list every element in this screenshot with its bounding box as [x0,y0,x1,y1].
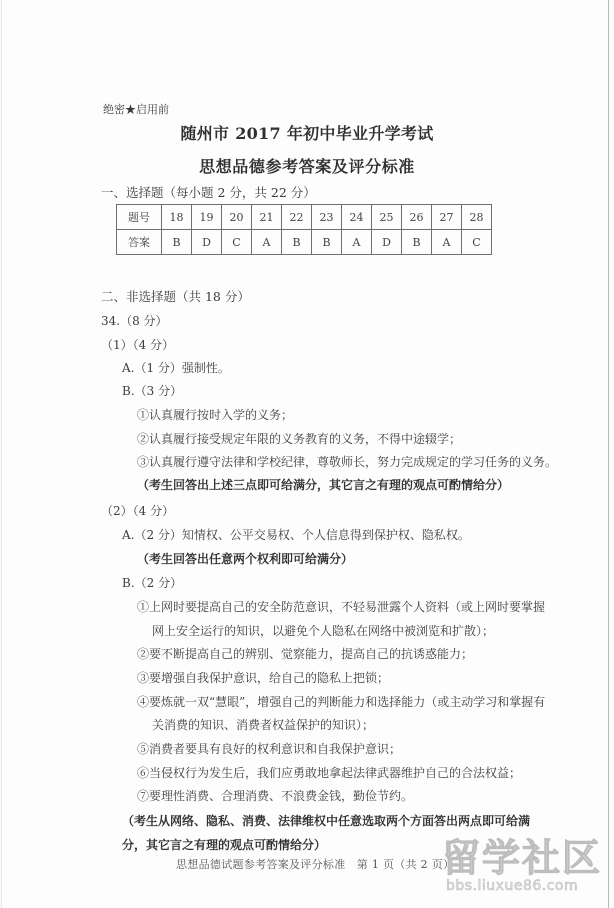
part2-a-scoring-note: （考生回答出任意两个权利即可给满分） [137,552,354,566]
answer-table [116,204,492,255]
answer-cell: B [402,230,432,255]
question-34-label: 34.（8 分） [101,314,168,328]
answer-cell: B [162,230,192,255]
question-number: 22 [282,205,312,230]
answer-cell: C [462,230,492,255]
answer-row [117,230,492,255]
exam-subtitle: 思想品德参考答案及评分标准 [199,157,415,176]
part2-b-item: ①上网时要提高自己的安全防范意识，不轻易泄露个人资料（或上网时要掌握 [137,600,546,614]
question-number: 26 [402,205,432,230]
part2-b-item: ②要不断提高自己的辨别、觉察能力，提高自己的抗诱惑能力； [137,647,474,661]
part2-b-item: ⑦要理性消费、合理消费、不浪费金钱，勤俭节约。 [137,789,414,803]
question-number: 19 [192,205,222,230]
part2-label: （2）（4 分） [101,504,175,518]
row-label-number: 题号 [117,205,162,230]
question-number: 25 [372,205,402,230]
answer-cell: A [252,230,282,255]
section2-heading: 二、非选择题（共 18 分） [101,289,250,304]
part2-b-label: B.（2 分） [122,576,183,590]
part2-b-item-cont: 网上安全运行的知识，以避免个人隐私在网络中被浏览和扩散）； [152,624,495,638]
part1-b-item: ③认真履行遵守法律和学校纪律，尊敬师长，努力完成规定的学习任务的义务。 [137,455,558,469]
question-number: 24 [342,205,372,230]
watermark-main-text: 留学社区 [442,836,603,880]
answer-cell: C [222,230,252,255]
watermark-url: bbs.liuxue86.com [446,878,579,894]
exam-title: 随州市 2017 年初中毕业升学考试 [180,124,434,143]
question-number: 20 [222,205,252,230]
part1-answer-a: A.（1 分）强制性。 [122,361,230,375]
answer-cell: D [372,230,402,255]
answer-cell: A [342,230,372,255]
question-number-row [117,205,492,230]
part1-b-label: B.（3 分） [122,384,183,398]
question-number: 28 [462,205,492,230]
part2-b-item: ③要增强自我保护意识，给自己的隐私上把锁； [137,671,390,685]
question-number: 27 [432,205,462,230]
part2-b-item-cont: 关消费的知识、消费者权益保护的知识）； [152,718,375,732]
part2-b-item: ④要炼就一双“慧眼”，增强自己的判断能力和选择能力（或主动学习和掌握有 [137,695,546,709]
part2-b-item: ⑤消费者要具有良好的权利意识和自我保护意识； [137,742,402,756]
answer-cell: A [432,230,462,255]
question-number: 23 [312,205,342,230]
page-footer: 思想品德试题参考答案及评分标准 第 1 页（共 2 页） [176,858,455,871]
part1-b-scoring-note: （考生回答出上述三点即可给满分，其它言之有理的观点可酌情给分） [137,478,510,492]
answer-cell: B [312,230,342,255]
part2-b-scoring-note: （考生从网络、隐私、消费、法律维权中任意选取两个方面答出两点即可给满 [122,814,531,828]
answer-cell: B [282,230,312,255]
section1-heading: 一、选择题（每小题 2 分，共 22 分） [101,185,316,200]
part1-b-item: ②认真履行接受规定年限的义务教育的义务，不得中途辍学； [137,432,462,446]
part2-b-item: ⑥当侵权行为发生后，我们应勇敢地拿起法律武器维护自己的合法权益； [137,766,522,780]
row-label-answer: 答案 [117,230,162,255]
question-number: 21 [252,205,282,230]
question-number: 18 [162,205,192,230]
part2-answer-a: A.（2 分）知情权、公平交易权、个人信息得到保护权、隐私权。 [122,528,470,542]
confidential-label: 绝密★启用前 [103,103,169,116]
watermark-logo [442,838,607,896]
part1-b-item: ①认真履行按时入学的义务； [137,408,294,422]
part1-label: （1）（4 分） [101,338,175,352]
part2-b-scoring-note-cont: 分，其它言之有理的观点可酌情给分） [122,838,327,852]
answer-cell: D [192,230,222,255]
